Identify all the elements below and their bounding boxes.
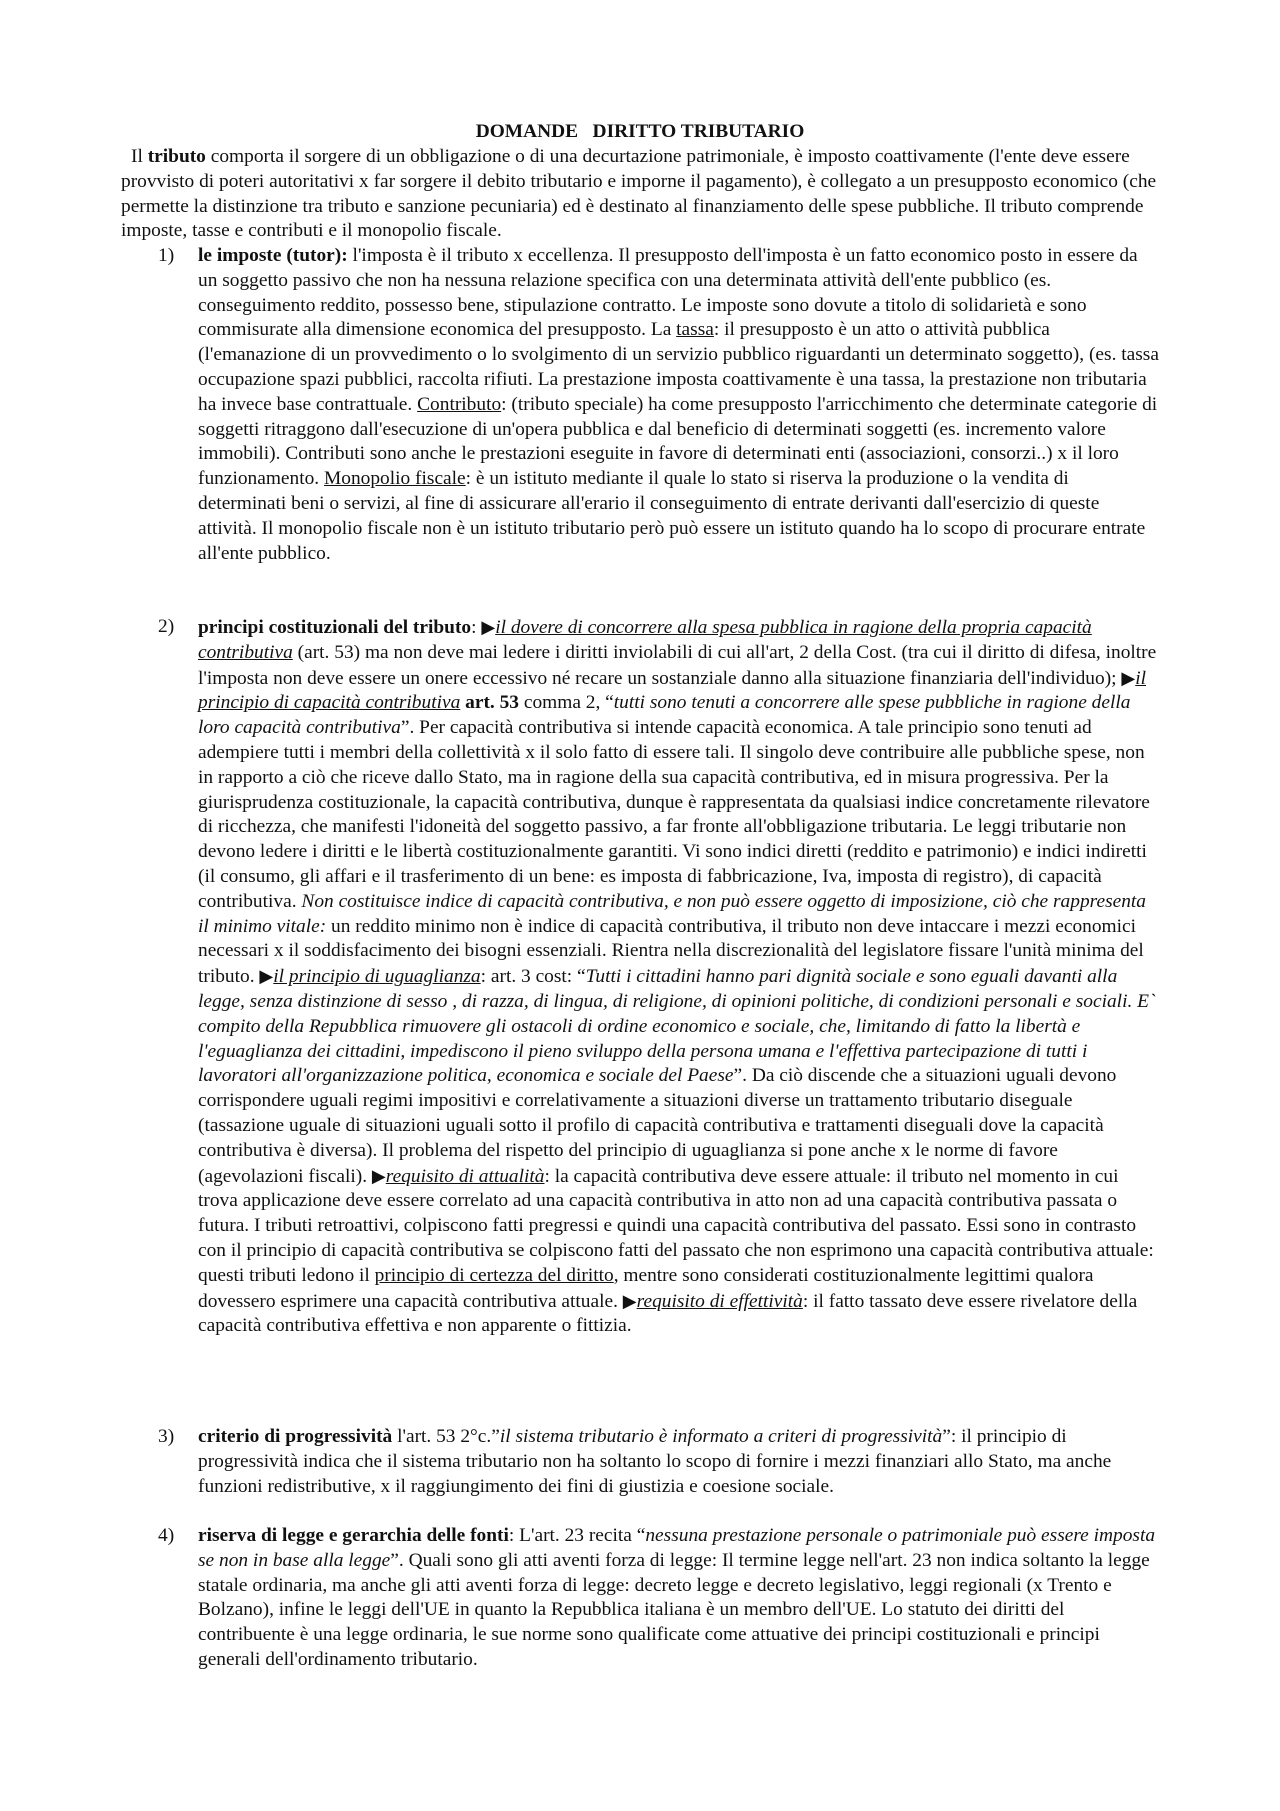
list-item-2 xyxy=(158,615,1160,1339)
text-run: l'imposta è il tributo x eccellenza. Il presupposto dell'imposta è un fatto economico posto in essere da un soggetto passivo che non ha nessuna relazione specifica con una determinata attività dell'ente pubblico (es. conseguimento reddito, possesso bene, stipulazione contratto. Le imposte sono dovute a titolo di solidarietà e sono commisurate alla dimensione economica del presupposto. La xyxy=(198,245,1138,341)
quote-art-53: tutti sono tenuti a concorrere alle spese pubbliche in ragione della loro capacità contributiva xyxy=(198,692,1131,739)
arrow-icon: ▶ xyxy=(1121,667,1136,688)
text-run: : xyxy=(471,617,482,638)
text-run: ”: il principio di progressività indica che il sistema tributario non ha soltanto lo scopo di fornire i mezzi finanziari allo Stato, ma anche funzioni redistributive, x il raggiungimento dei fini di giustizia e coesione sociale. xyxy=(198,1426,1112,1497)
text-run: : la capacità contributiva deve essere attuale: il tributo nel momento in cui trova applicazione deve essere correlato ad una capacità contributiva in atto non ad una capacità contributiva passata o futura. I tributi retroattivi, colpiscono fatti pregressi e quindi una capacità contributiva del passato. Essi sono in contrasto con il principio di capacità contributiva se colpiscono fatti del passato che non esprimono una capacità contributiva attuale: questi tributi ledono il xyxy=(198,1165,1154,1286)
item-4-heading: riserva di legge e gerarchia delle fonti xyxy=(198,1525,509,1546)
item-2-text xyxy=(198,615,1160,1339)
arrow-icon: ▶ xyxy=(259,966,274,987)
list-number: 2) xyxy=(158,616,175,637)
text-run: : il presupposto è un atto o attività pubblica (l'emanazione di un provvedimento o lo svolgimento di un servizio pubblico riguardanti un determinato soggetto), (es. tassa occupazione spazi pubblici, raccolta rifiuti. La prestazione imposta coattivamente è una tassa, la prestazione non tributaria ha invece base contrattuale. xyxy=(198,319,1159,415)
minimo-vitale-text: Non costituisce indice di capacità contributiva, e non può essere oggetto di imposizione, ciò che rappresenta il minimo vitale: xyxy=(198,890,1147,937)
quote-art-23: nessuna prestazione personale o patrimoniale può essere imposta se non in base alla legge xyxy=(198,1525,1156,1571)
text-run: : art. 3 cost: “ xyxy=(480,966,586,988)
quote-progressivita: il sistema tributario è informato a criteri di progressività xyxy=(499,1426,943,1447)
item-1-heading: le imposte (tutor): xyxy=(198,245,348,266)
intro-paragraph xyxy=(121,145,1161,244)
text-run: , mentre sono considerati costituzionalmente legittimi qualora dovessero esprimere una capacità contributiva attuale. xyxy=(198,1264,1094,1312)
emphasis-effettivita: requisito di effettività xyxy=(636,1290,803,1312)
text-run: : è un istituto mediante il quale lo stato si riserva la produzione o la vendita di determinati beni o servizi, al fine di assicurare all'erario il conseguimento di entrate derivanti dall'esercizio di queste attività. Il monopolio fiscale non è un istituto tributario però può essere un istituto quando ha lo scopo di procurare entrate all'ente pubblico. xyxy=(198,468,1146,564)
list-item-3 xyxy=(158,1425,1160,1499)
text-run: ”. Quali sono gli atti aventi forza di legge: Il termine legge nell'art. 23 non indica soltanto la legge statale ordinaria, ma anche gli atti aventi forza di legge: decreto legge e decreto legislativo, leggi regionali (x Trento e Bolzano), infine le leggi dell'UE in quanto la Repubblica italiana è un membro dell'UE. Lo statuto dei diritti del contribuente è una legge ordinaria, le sue norme sono qualificate come attuative dei principi costituzionali e principi generali dell'ordinamento tributario. xyxy=(198,1549,1150,1670)
intro-keyword-tributo: tributo xyxy=(147,146,206,167)
term-contributo: Contributo xyxy=(417,393,502,415)
list-item-1 xyxy=(158,244,1160,566)
emphasis-uguaglianza: il principio di uguaglianza xyxy=(273,966,481,988)
text-run: : il fatto tassato deve essere rivelatore della capacità contributiva effettiva e non apparente o fittizia. xyxy=(198,1290,1138,1337)
list-number: 3) xyxy=(158,1426,175,1447)
article-ref: art. 53 xyxy=(465,692,519,714)
list-number: 1) xyxy=(158,245,175,266)
term-certezza-diritto: principio di certezza del diritto xyxy=(374,1264,614,1286)
item-1-text xyxy=(198,244,1160,566)
text-run: comma 2, “ xyxy=(519,692,614,714)
intro-text-c: comporta il sorgere di un obbligazione o di una decurtazione patrimoniale, è imposto coattivamente (l'ente deve essere provvisto di poteri autoritativi x far sorgere il debito tributario e imporne il pagamento), è collegato a un presupposto economico (che permette la distinzione tra tributo e sanzione pecuniaria) ed è destinato al finanziamento delle spese pubbliche. Il tributo comprende imposte, tasse e contributi e il monopolio fiscale. xyxy=(121,146,1157,242)
text-run: (art. 53) ma non deve mai ledere i diritti inviolabili di cui all'art, 2 della Cost. (tra cui il diritto di difesa, inoltre l'imposta non deve essere un onere eccessivo né recare un sostanziale danno alla situazione finanziaria dell'individuo); xyxy=(198,641,1157,689)
item-2-heading: principi costituzionali del tributo xyxy=(198,617,472,638)
item-3-heading: criterio di progressività xyxy=(198,1426,393,1447)
arrow-icon: ▶ xyxy=(622,1290,637,1311)
intro-text-a: Il xyxy=(131,146,148,167)
emphasis-capacita: il principio di capacità contributiva xyxy=(198,667,1147,714)
text-run: un reddito minimo non è indice di capacità contributiva, il tributo non deve intaccare i mezzi economici necessari x il soddisfacimento dei bisogni essenziali. Rientra nella discrezionalità del legislatore fissare l'unità minima del tributo. xyxy=(198,915,1144,988)
text-run: ”. Per capacità contributiva si intende capacità economica. A tale principio sono tenuti ad adempiere tutti i membri della collettività x il solo fatto di essere tali. Il singolo deve contribuire alle pubbliche spese, non in rapporto a ciò che riceve dallo Stato, ma in ragione della sua capacità contributiva, ed in misura progressiva. Per la giurisprudenza costituzionale, la capacità contributiva, dunque è rappresentata da qualsiasi indice concretamente rilevatore di ricchezza, che manifesti l'idoneità del soggetto passivo, a far fronte all'obbligazione tributaria. Le leggi tributarie non devono ledere i diritti e le libertà costituzionalmente garantiti. Vi sono indici diretti (reddito e patrimonio) e indici indiretti (il consumo, gli affari e il trasferimento di un bene: es imposta di fabbricazione, Iva, imposta di registro), di capacità contributiva. xyxy=(198,717,1150,912)
page-title: DOMANDE DIRITTO TRIBUTARIO xyxy=(475,121,805,142)
list-item-4 xyxy=(158,1524,1160,1673)
term-monopolio-fiscale: Monopolio fiscale xyxy=(324,468,466,490)
arrow-icon: ▶ xyxy=(481,617,496,637)
emphasis-attualita: requisito di attualità xyxy=(385,1165,545,1187)
quote-art-3: Tutti i cittadini hanno pari dignità sociale e sono eguali davanti alla legge, senza distinzione di sesso , di razza, di lingua, di religione, di opinioni politiche, di condizioni personali e sociali. E` compito della Repubblica rimuovere gli ostacoli di ordine economico e sociale, che, limitando di fatto la libertà e l'eguaglianza dei cittadini, impediscono il pieno sviluppo della persona umana e l'effettiva partecipazione di tutti i lavoratori all'organizzazione politica, economica e sociale del Paese xyxy=(198,966,1156,1087)
text-run: l'art. 53 2°c.” xyxy=(392,1426,500,1447)
list-number: 4) xyxy=(158,1525,175,1546)
text-run: : (tributo speciale) ha come presupposto l'arricchimento che determinate categorie di soggetti ritraggono dall'esecuzione di un'opera pubblica e dal beneficio di determinati soggetti (es. incremento valore immobili). Contributi sono anche le prestazioni eseguite in favore di determinati enti (associazioni, consorzi..) x il loro funzionamento. xyxy=(198,393,1158,490)
emphasis-dovere: il dovere di concorrere alla spesa pubblica in ragione della propria capacità contributiva xyxy=(198,617,1092,663)
text-run: : L'art. 23 recita “ xyxy=(508,1525,646,1546)
item-4-text xyxy=(198,1524,1160,1673)
term-tassa: tassa xyxy=(676,319,714,341)
item-3-text xyxy=(198,1425,1160,1499)
arrow-icon: ▶ xyxy=(371,1165,386,1186)
text-run: ”. Da ciò discende che a situazioni uguali devono corrispondere uguali regimi impositivi e correlativamente a situazioni diverse un trattamento tributario diseguale (tassazione uguale di situazioni uguali sotto il profilo di capacità contributiva e trattamenti diseguali dove la capacità contributiva è diversa). Il problema del rispetto del principio di uguaglianza si pone anche x le norme di favore (agevolazioni fiscali). xyxy=(198,1065,1117,1187)
